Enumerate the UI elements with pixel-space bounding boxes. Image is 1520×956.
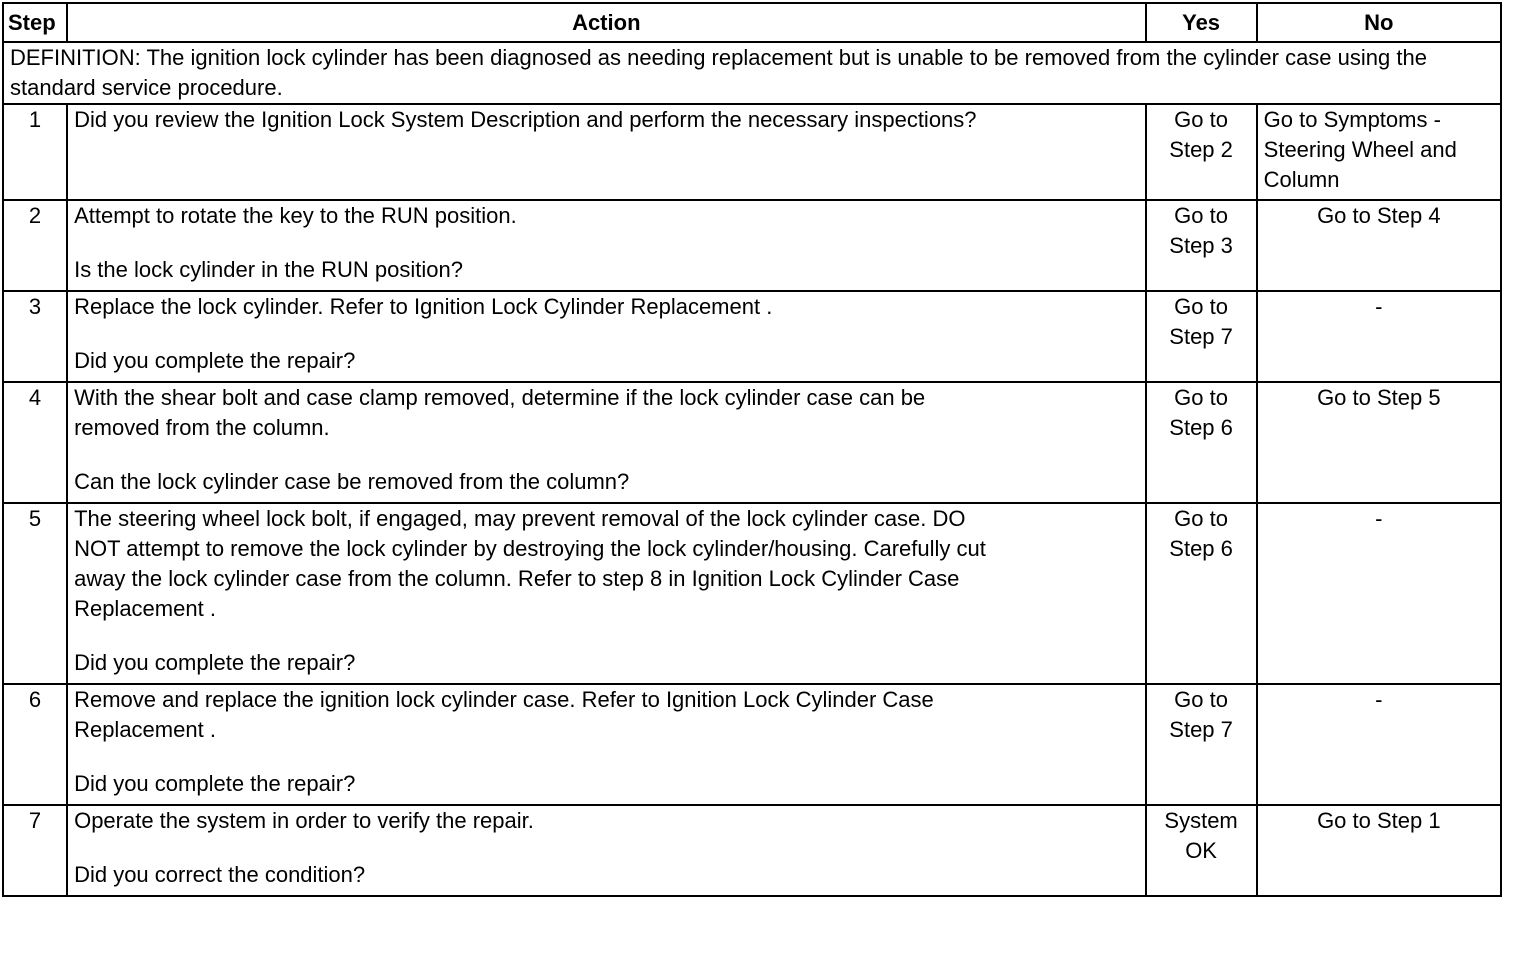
yes-text: Go to	[1174, 506, 1228, 531]
yes-text: Go to	[1174, 107, 1228, 132]
action-text: Operate the system in order to verify the repair.	[74, 808, 534, 833]
action-cell	[67, 805, 1145, 896]
no-cell	[1257, 291, 1501, 382]
yes-text: Step 7	[1169, 324, 1233, 349]
action-text: With the shear bolt and case clamp removed, determine if the lock cylinder case can be	[74, 385, 926, 410]
header-no: No	[1257, 3, 1501, 42]
step-number: 4	[3, 382, 67, 503]
yes-text: Step 6	[1169, 415, 1233, 440]
action-text: NOT attempt to remove the lock cylinder by destroying the lock cylinder/housing. Carefully cut	[74, 536, 986, 561]
no-cell	[1257, 684, 1501, 805]
action-cell	[67, 503, 1145, 684]
diagnostic-table	[2, 2, 1502, 897]
action-question: Is the lock cylinder in the RUN position?	[74, 257, 463, 282]
no-cell	[1257, 382, 1501, 503]
no-cell	[1257, 104, 1501, 200]
action-question: Can the lock cylinder case be removed from the column?	[74, 469, 630, 494]
action-question: Did you complete the repair?	[74, 348, 356, 373]
action-text: Did you review the Ignition Lock System Description and perform the necessary inspections?	[74, 107, 977, 132]
step-number: 5	[3, 503, 67, 684]
action-cell	[67, 200, 1145, 291]
action-text: The steering wheel lock bolt, if engaged, may prevent removal of the lock cylinder case. DO	[74, 506, 966, 531]
yes-text: System	[1164, 808, 1238, 833]
no-cell	[1257, 200, 1501, 291]
no-text: Go to Step 5	[1317, 385, 1441, 410]
action-text: removed from the column.	[74, 415, 330, 440]
action-text: Replace the lock cylinder. Refer to Ignition Lock Cylinder Replacement .	[74, 294, 773, 319]
step-number: 1	[3, 104, 67, 200]
yes-text: OK	[1185, 838, 1217, 863]
action-text: Replacement .	[74, 717, 216, 742]
action-cell	[67, 104, 1145, 200]
definition-text: DEFINITION: The ignition lock cylinder has been diagnosed as needing replacement but is unable to be removed from the cylinder case using the standard service procedure.	[3, 42, 1501, 104]
yes-text: Step 3	[1169, 233, 1233, 258]
yes-cell	[1146, 291, 1257, 382]
action-text: away the lock cylinder case from the column. Refer to step 8 in Ignition Lock Cylinder Case	[74, 566, 960, 591]
no-text: Go to Symptoms -	[1263, 107, 1441, 132]
header-step: Step	[3, 3, 67, 42]
step-number: 6	[3, 684, 67, 805]
action-text: Replacement .	[74, 596, 216, 621]
step-number: 3	[3, 291, 67, 382]
table-row	[3, 503, 1501, 684]
action-cell	[67, 291, 1145, 382]
table-row	[3, 104, 1501, 200]
header-action: Action	[67, 3, 1145, 42]
no-text: Go to Step 1	[1317, 808, 1441, 833]
yes-cell	[1146, 104, 1257, 200]
action-text: Attempt to rotate the key to the RUN position.	[74, 203, 517, 228]
yes-text: Go to	[1174, 385, 1228, 410]
yes-text: Step 7	[1169, 717, 1233, 742]
no-text: -	[1375, 687, 1383, 712]
action-question: Did you complete the repair?	[74, 650, 356, 675]
yes-text: Go to	[1174, 294, 1228, 319]
table-row	[3, 382, 1501, 503]
yes-text: Go to	[1174, 203, 1228, 228]
table-row	[3, 805, 1501, 896]
no-text: Steering Wheel and	[1263, 137, 1457, 162]
no-text: -	[1375, 294, 1383, 319]
yes-cell	[1146, 805, 1257, 896]
table-row	[3, 291, 1501, 382]
no-text: -	[1375, 506, 1383, 531]
definition-row	[3, 42, 1501, 104]
table-row	[3, 200, 1501, 291]
table-row	[3, 684, 1501, 805]
step-number: 2	[3, 200, 67, 291]
yes-cell	[1146, 684, 1257, 805]
action-cell	[67, 684, 1145, 805]
yes-text: Go to	[1174, 687, 1228, 712]
yes-cell	[1146, 382, 1257, 503]
no-cell	[1257, 503, 1501, 684]
action-question: Did you correct the condition?	[74, 862, 366, 887]
yes-text: Step 2	[1169, 137, 1233, 162]
action-cell	[67, 382, 1145, 503]
yes-text: Step 6	[1169, 536, 1233, 561]
yes-cell	[1146, 200, 1257, 291]
action-text: Remove and replace the ignition lock cylinder case. Refer to Ignition Lock Cylinder Case	[74, 687, 934, 712]
action-question: Did you complete the repair?	[74, 771, 356, 796]
header-yes: Yes	[1146, 3, 1257, 42]
no-cell	[1257, 805, 1501, 896]
yes-cell	[1146, 503, 1257, 684]
no-text: Column	[1263, 167, 1340, 192]
no-text: Go to Step 4	[1317, 203, 1441, 228]
header-row	[3, 3, 1501, 42]
step-number: 7	[3, 805, 67, 896]
